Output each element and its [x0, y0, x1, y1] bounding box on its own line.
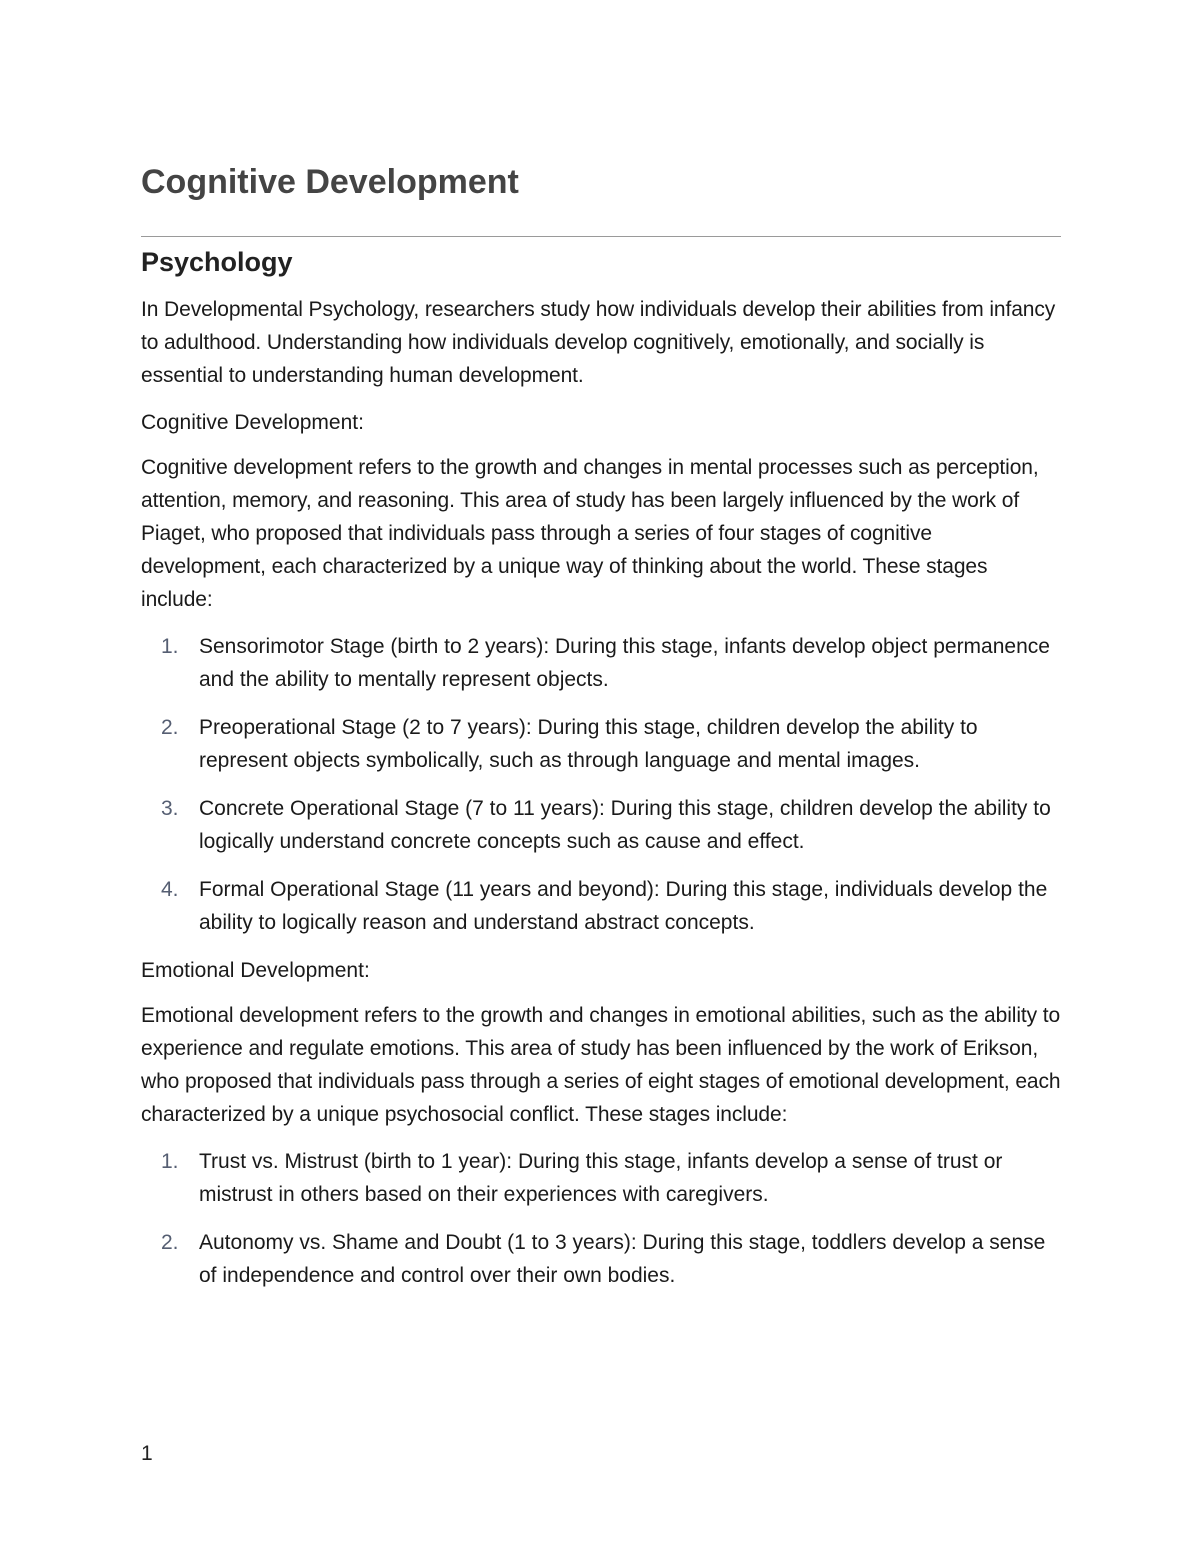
- cognitive-paragraph: Cognitive development refers to the growth and changes in mental processes such as perception, attention, memory, and reasoning. This area of study has been largely influenced by the work of Piaget, who proposed that individuals pass through a series of four stages of cognitive development, each characterized by a unique way of thinking about the world. These stages include:: [141, 456, 1039, 611]
- list-item-text: Formal Operational Stage (11 years and beyond): During this stage, individuals develop the ability to logically reason and understand abstract concepts.: [199, 878, 1048, 934]
- list-number: 2.: [161, 1231, 179, 1254]
- list-item: [141, 1145, 1061, 1211]
- list-number: 1.: [161, 1150, 179, 1173]
- list-number: 3.: [161, 797, 179, 820]
- list-item-text: Preoperational Stage (2 to 7 years): During this stage, children develop the ability to represent objects symbolically, such as through language and mental images.: [199, 716, 978, 772]
- title-divider: [141, 236, 1061, 237]
- list-number: 4.: [161, 878, 179, 901]
- list-item-text: Sensorimotor Stage (birth to 2 years): During this stage, infants develop object permanence and the ability to mentally represent objects.: [199, 635, 1050, 691]
- document-page: [141, 160, 1061, 1307]
- emotional-paragraph: Emotional development refers to the growth and changes in emotional abilities, such as the ability to experience and regulate emotions. This area of study has been influenced by the work of Erikson, who proposed that individuals pass through a series of eight stages of emotional development, each characterized by a unique psychosocial conflict. These stages include:: [141, 1004, 1061, 1126]
- list-number: 1.: [161, 635, 179, 658]
- cognitive-stages-list: [141, 630, 1061, 939]
- intro-paragraph: In Developmental Psychology, researchers study how individuals develop their abilities from infancy to adulthood. Understanding how individuals develop cognitively, emotionally, and socially is essential to understanding human development.: [141, 298, 1056, 387]
- cognitive-heading: Cognitive Development:: [141, 411, 364, 434]
- emotional-heading: Emotional Development:: [141, 959, 370, 982]
- list-item: [141, 873, 1061, 939]
- page-title: Cognitive Development: [141, 163, 519, 201]
- list-item-text: Concrete Operational Stage (7 to 11 years): During this stage, children develop the ability to logically understand concrete concepts such as cause and effect.: [199, 797, 1051, 853]
- list-item: [141, 792, 1061, 858]
- list-item-text: Trust vs. Mistrust (birth to 1 year): During this stage, infants develop a sense of trust or mistrust in others based on their experiences with caregivers.: [199, 1150, 1003, 1206]
- list-number: 2.: [161, 716, 179, 739]
- document-subtitle: Psychology: [141, 247, 293, 277]
- list-item: [141, 1226, 1061, 1292]
- list-item: [141, 630, 1061, 696]
- emotional-stages-list: [141, 1145, 1061, 1292]
- list-item-text: Autonomy vs. Shame and Doubt (1 to 3 years): During this stage, toddlers develop a sense of independence and control over their own bodies.: [199, 1231, 1046, 1287]
- page-number: 1: [141, 1442, 153, 1465]
- list-item: [141, 711, 1061, 777]
